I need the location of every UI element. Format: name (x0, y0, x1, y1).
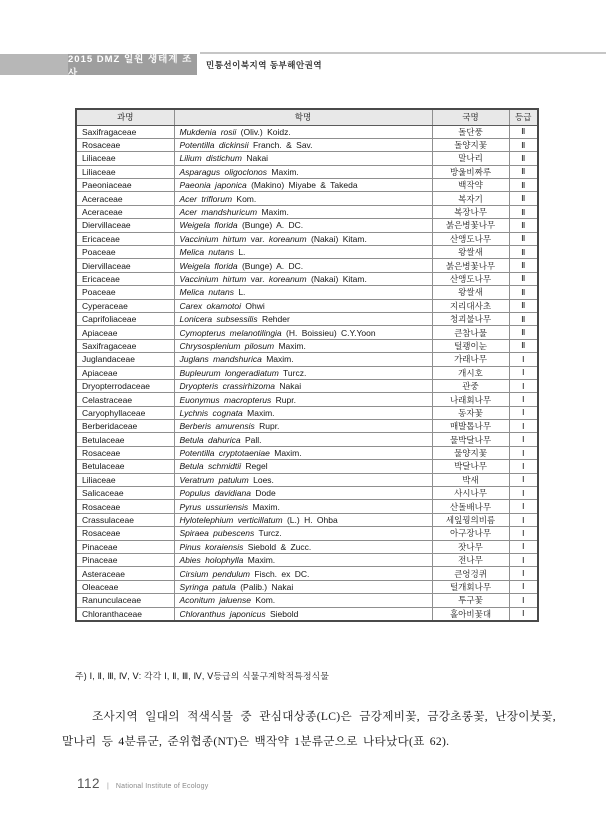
table-row (76, 205, 538, 218)
korean-name-cell: 박새 (432, 473, 509, 486)
footer-divider: | (107, 783, 109, 790)
grade-cell: Ⅰ (509, 500, 538, 513)
scientific-name-cell: Berberis amurensis Rupr. (174, 420, 432, 433)
korean-name-cell: 잣나무 (432, 540, 509, 553)
korean-name-cell: 개시호 (432, 366, 509, 379)
family-cell: Crassulaceae (76, 513, 174, 526)
grade-cell: Ⅰ (509, 487, 538, 500)
table-row (76, 366, 538, 379)
table-row (76, 152, 538, 165)
table-row (76, 339, 538, 352)
grade-cell: Ⅰ (509, 353, 538, 366)
table-row (76, 393, 538, 406)
table-row (76, 580, 538, 593)
page-number: 112 (77, 776, 101, 791)
family-cell: Saxifragaceae (76, 339, 174, 352)
grade-cell: Ⅰ (509, 420, 538, 433)
grade-cell: Ⅱ (509, 152, 538, 165)
table-row (76, 232, 538, 245)
table-row (76, 513, 538, 526)
family-cell: Caprifoliaceae (76, 312, 174, 325)
scientific-name-cell: Acer triflorum Kom. (174, 192, 432, 205)
column-header-scientific-name: 학명 (174, 109, 432, 125)
scientific-name-cell: Lonicera subsessilis Rehder (174, 312, 432, 325)
grade-cell: Ⅱ (509, 232, 538, 245)
korean-name-cell: 복자기 (432, 192, 509, 205)
family-cell: Pinaceae (76, 554, 174, 567)
korean-name-cell: 아구장나무 (432, 527, 509, 540)
scientific-name-cell: Abies holophylla Maxim. (174, 554, 432, 567)
table-row (76, 433, 538, 446)
scientific-name-cell: Betula dahurica Pall. (174, 433, 432, 446)
table-row (76, 246, 538, 259)
family-cell: Ericaceae (76, 272, 174, 285)
family-cell: Saxifragaceae (76, 125, 174, 138)
page-footer (77, 776, 208, 791)
scientific-name-cell: Weigela florida (Bunge) A. DC. (174, 219, 432, 232)
scientific-name-cell: Dryopteris crassirhizoma Nakai (174, 379, 432, 392)
scientific-name-cell: Melica nutans L. (174, 286, 432, 299)
family-cell: Salicaceae (76, 487, 174, 500)
table-row (76, 473, 538, 486)
korean-name-cell: 박달나무 (432, 460, 509, 473)
table-row (76, 326, 538, 339)
korean-name-cell: 물박달나무 (432, 433, 509, 446)
scientific-name-cell: Lychnis cognata Maxim. (174, 406, 432, 419)
table-row (76, 286, 538, 299)
korean-name-cell: 세잎꿩의비름 (432, 513, 509, 526)
grade-cell: Ⅱ (509, 219, 538, 232)
grade-cell: Ⅱ (509, 205, 538, 218)
scientific-name-cell: Carex okamotoi Ohwi (174, 299, 432, 312)
grade-cell: Ⅱ (509, 326, 538, 339)
grade-cell: Ⅰ (509, 527, 538, 540)
family-cell: Rosaceae (76, 527, 174, 540)
table-row (76, 406, 538, 419)
table-row (76, 527, 538, 540)
grade-cell: Ⅱ (509, 299, 538, 312)
family-cell: Rosaceae (76, 138, 174, 151)
scientific-name-cell: Chloranthus japonicus Siebold (174, 607, 432, 621)
family-cell: Ranunculaceae (76, 594, 174, 607)
report-title: 2015 DMZ 일원 생태계 조사 (68, 54, 197, 75)
header-band-strip (0, 54, 68, 75)
table-row (76, 138, 538, 151)
family-cell: Cyperaceae (76, 299, 174, 312)
korean-name-cell: 말나리 (432, 152, 509, 165)
family-cell: Paeoniaceae (76, 179, 174, 192)
table-row (76, 567, 538, 580)
grade-cell: Ⅱ (509, 192, 538, 205)
grade-cell: Ⅱ (509, 165, 538, 178)
korean-name-cell: 돌단풍 (432, 125, 509, 138)
korean-name-cell: 전나무 (432, 554, 509, 567)
table-row (76, 299, 538, 312)
scientific-name-cell: Weigela florida (Bunge) A. DC. (174, 259, 432, 272)
table-row (76, 259, 538, 272)
korean-name-cell: 산앵도나무 (432, 272, 509, 285)
section-title: 민통선이북지역 동부해안권역 (206, 59, 323, 70)
grade-cell: Ⅰ (509, 580, 538, 593)
table-row (76, 554, 538, 567)
page-header (0, 53, 614, 79)
family-cell: Diervillaceae (76, 219, 174, 232)
scientific-name-cell: Betula schmidtii Regel (174, 460, 432, 473)
grade-cell: Ⅱ (509, 272, 538, 285)
family-cell: Apiaceae (76, 366, 174, 379)
grade-cell: Ⅰ (509, 406, 538, 419)
column-header-family: 과명 (76, 109, 174, 125)
scientific-name-cell: Spiraea pubescens Turcz. (174, 527, 432, 540)
scientific-name-cell: Syringa patula (Palib.) Nakai (174, 580, 432, 593)
table-row (76, 312, 538, 325)
table-row (76, 179, 538, 192)
korean-name-cell: 지리대사초 (432, 299, 509, 312)
family-cell: Poaceae (76, 246, 174, 259)
scientific-name-cell: Populus davidiana Dode (174, 487, 432, 500)
family-cell: Diervillaceae (76, 259, 174, 272)
korean-name-cell: 복장나무 (432, 205, 509, 218)
grade-cell: Ⅰ (509, 594, 538, 607)
grade-cell: Ⅱ (509, 339, 538, 352)
body-paragraph-line: 조사지역 일대의 적색식물 중 관심대상종(LC)은 금강제비꽃, 금강초롱꽃, 난장이붓꽃, (92, 710, 556, 723)
korean-name-cell: 투구꽃 (432, 594, 509, 607)
table-row (76, 165, 538, 178)
table-row (76, 487, 538, 500)
grade-cell: Ⅰ (509, 446, 538, 459)
scientific-name-cell: Asparagus oligoclonos Maxim. (174, 165, 432, 178)
scientific-name-cell: Vaccinium hirtum var. koreanum (Nakai) Kitam. (174, 272, 432, 285)
scientific-name-cell: Euonymus macropterus Rupr. (174, 393, 432, 406)
grade-cell: Ⅰ (509, 473, 538, 486)
korean-name-cell: 털개회나무 (432, 580, 509, 593)
scientific-name-cell: Potentilla dickinsii Franch. & Sav. (174, 138, 432, 151)
korean-name-cell: 청괴불나무 (432, 312, 509, 325)
family-cell: Oleaceae (76, 580, 174, 593)
body-paragraph-line: 말나리 등 4분류군, 준위협종(NT)은 백작약 1분류군으로 나타났다(표 62). (62, 735, 450, 748)
column-header-grade: 등급 (509, 109, 538, 125)
korean-name-cell: 붉은병꽃나무 (432, 219, 509, 232)
table-row (76, 500, 538, 513)
korean-name-cell: 큰참나물 (432, 326, 509, 339)
grade-cell: Ⅱ (509, 312, 538, 325)
grade-cell: Ⅱ (509, 286, 538, 299)
grade-cell: Ⅰ (509, 393, 538, 406)
table-row (76, 460, 538, 473)
scientific-name-cell: Acer mandshuricum Maxim. (174, 205, 432, 218)
table-row (76, 125, 538, 138)
family-cell: Caryophyllaceae (76, 406, 174, 419)
species-table-head (76, 109, 538, 125)
korean-name-cell: 사시나무 (432, 487, 509, 500)
korean-name-cell: 동자꽃 (432, 406, 509, 419)
korean-name-cell: 산앵도나무 (432, 232, 509, 245)
korean-name-cell: 큰엉겅퀴 (432, 567, 509, 580)
grade-cell: Ⅰ (509, 366, 538, 379)
family-cell: Poaceae (76, 286, 174, 299)
scientific-name-cell: Cymopterus melanotilingia (H. Boissieu) C.Y.Yoon (174, 326, 432, 339)
korean-name-cell: 돌양지꽃 (432, 138, 509, 151)
scientific-name-cell: Bupleurum longeradiatum Turcz. (174, 366, 432, 379)
korean-name-cell: 방울비짜루 (432, 165, 509, 178)
scientific-name-cell: Pyrus ussuriensis Maxim. (174, 500, 432, 513)
table-row (76, 446, 538, 459)
family-cell: Rosaceae (76, 500, 174, 513)
grade-cell: Ⅰ (509, 433, 538, 446)
grade-cell: Ⅰ (509, 379, 538, 392)
species-table (75, 108, 539, 622)
scientific-name-cell: Aconitum jaluense Kom. (174, 594, 432, 607)
scientific-name-cell: Pinus koraiensis Siebold & Zucc. (174, 540, 432, 553)
korean-name-cell: 왕쌀새 (432, 246, 509, 259)
scientific-name-cell: Veratrum patulum Loes. (174, 473, 432, 486)
family-cell: Liliaceae (76, 165, 174, 178)
table-row (76, 420, 538, 433)
scientific-name-cell: Hylotelephium verticillatum (L.) H. Ohba (174, 513, 432, 526)
grade-cell: Ⅰ (509, 540, 538, 553)
table-row (76, 272, 538, 285)
scientific-name-cell: Paeonia japonica (Makino) Miyabe & Takeda (174, 179, 432, 192)
korean-name-cell: 왕쌀새 (432, 286, 509, 299)
scientific-name-cell: Mukdenia rosii (Oliv.) Koidz. (174, 125, 432, 138)
table-row (76, 192, 538, 205)
korean-name-cell: 물양지꽃 (432, 446, 509, 459)
scientific-name-cell: Melica nutans L. (174, 246, 432, 259)
family-cell: Celastraceae (76, 393, 174, 406)
table-row (76, 540, 538, 553)
publisher-name: National Institute of Ecology (115, 783, 209, 790)
korean-name-cell: 나래회나무 (432, 393, 509, 406)
scientific-name-cell: Lilium distichum Nakai (174, 152, 432, 165)
grade-cell: Ⅱ (509, 125, 538, 138)
family-cell: Aceraceae (76, 205, 174, 218)
korean-name-cell: 붉은병꽃나무 (432, 259, 509, 272)
species-table-body (76, 125, 538, 621)
table-row (76, 379, 538, 392)
family-cell: Aceraceae (76, 192, 174, 205)
korean-name-cell: 홀아비꽃대 (432, 607, 509, 621)
scientific-name-cell: Chrysosplenium pilosum Maxim. (174, 339, 432, 352)
family-cell: Ericaceae (76, 232, 174, 245)
grade-cell: Ⅰ (509, 567, 538, 580)
korean-name-cell: 산돌배나무 (432, 500, 509, 513)
family-cell: Chloranthaceae (76, 607, 174, 621)
grade-cell: Ⅱ (509, 259, 538, 272)
scientific-name-cell: Vaccinium hirtum var. koreanum (Nakai) Kitam. (174, 232, 432, 245)
korean-name-cell: 백작약 (432, 179, 509, 192)
family-cell: Apiaceae (76, 326, 174, 339)
family-cell: Betulaceae (76, 433, 174, 446)
table-footnote: 주) Ⅰ, Ⅱ, Ⅲ, Ⅳ, Ⅴ: 각각 Ⅰ, Ⅱ, Ⅲ, Ⅳ, Ⅴ등급의 식물구계학적특정식물 (75, 671, 330, 681)
family-cell: Pinaceae (76, 540, 174, 553)
grade-cell: Ⅰ (509, 513, 538, 526)
family-cell: Rosaceae (76, 446, 174, 459)
family-cell: Liliaceae (76, 152, 174, 165)
scientific-name-cell: Juglans mandshurica Maxim. (174, 353, 432, 366)
korean-name-cell: 털괭이눈 (432, 339, 509, 352)
family-cell: Berberidaceae (76, 420, 174, 433)
grade-cell: Ⅱ (509, 246, 538, 259)
family-cell: Asteraceae (76, 567, 174, 580)
grade-cell: Ⅱ (509, 138, 538, 151)
family-cell: Betulaceae (76, 460, 174, 473)
korean-name-cell: 관중 (432, 379, 509, 392)
scientific-name-cell: Potentilla cryptotaeniae Maxim. (174, 446, 432, 459)
grade-cell: Ⅰ (509, 607, 538, 621)
grade-cell: Ⅰ (509, 460, 538, 473)
table-row (76, 594, 538, 607)
table-row (76, 353, 538, 366)
table-row (76, 219, 538, 232)
family-cell: Juglandaceae (76, 353, 174, 366)
table-row (76, 607, 538, 621)
column-header-korean-name: 국명 (432, 109, 509, 125)
family-cell: Dryopterrodaceae (76, 379, 174, 392)
table-header-row (76, 109, 538, 125)
grade-cell: Ⅱ (509, 179, 538, 192)
korean-name-cell: 매발톱나무 (432, 420, 509, 433)
grade-cell: Ⅰ (509, 554, 538, 567)
korean-name-cell: 가래나무 (432, 353, 509, 366)
scientific-name-cell: Cirsium pendulum Fisch. ex DC. (174, 567, 432, 580)
family-cell: Liliaceae (76, 473, 174, 486)
body-paragraph (62, 704, 556, 754)
